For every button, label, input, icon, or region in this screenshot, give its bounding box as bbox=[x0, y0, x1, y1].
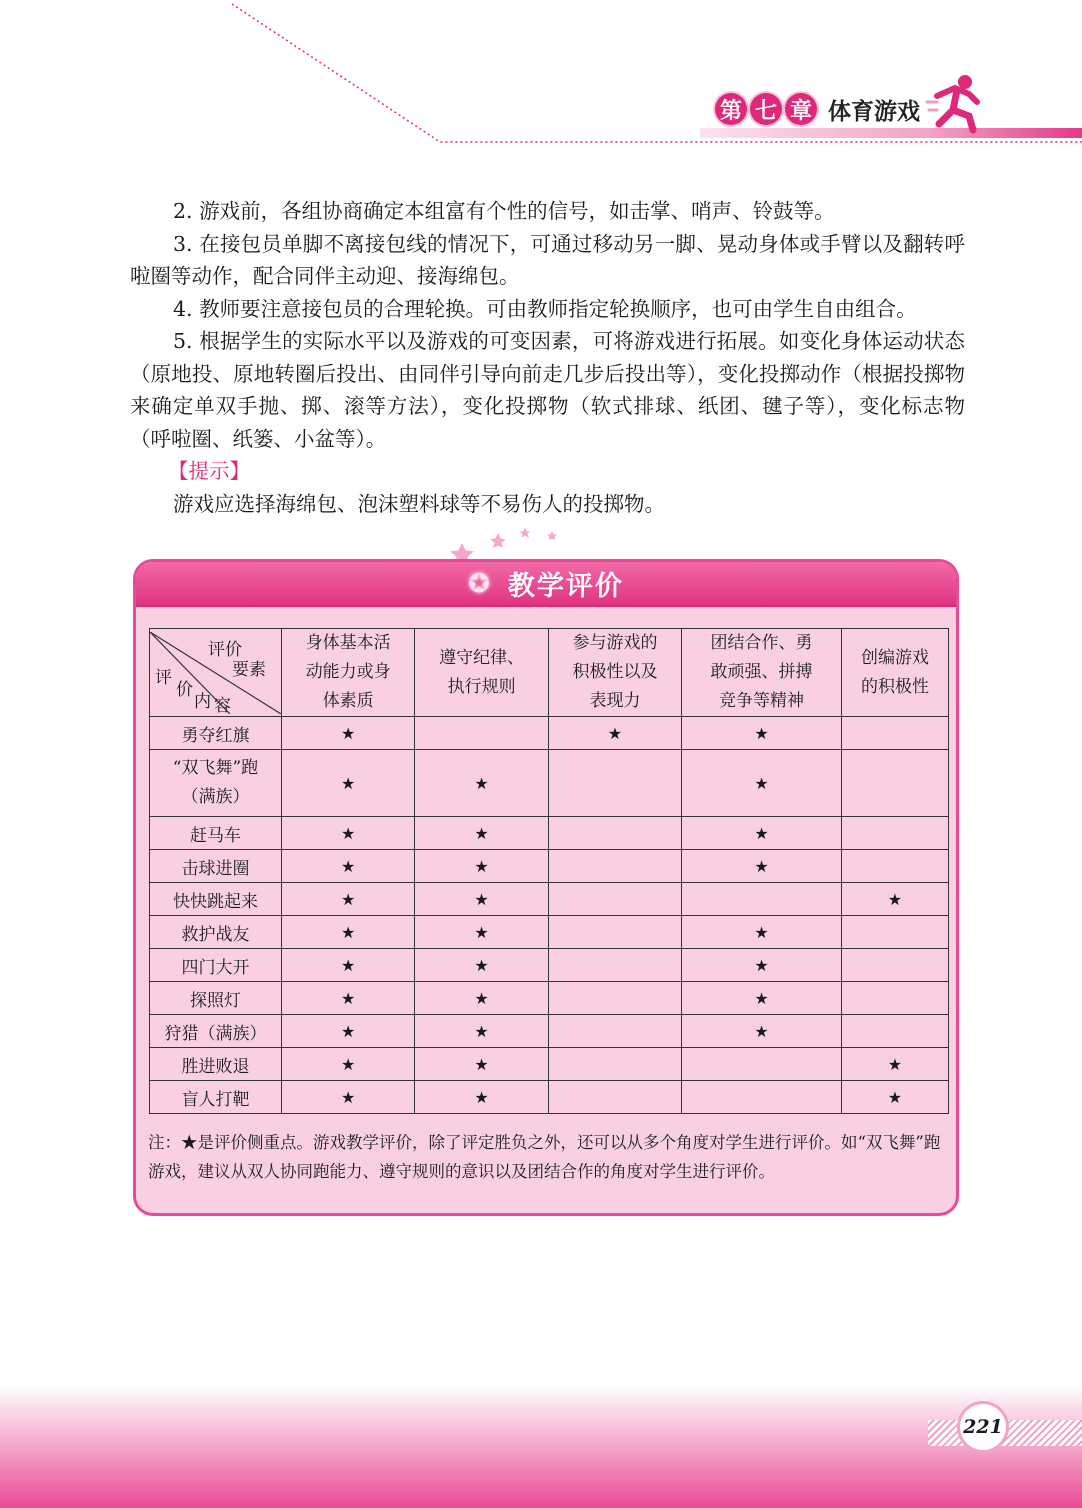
evaluation-mark-cell: ★ bbox=[682, 1015, 842, 1048]
table-row bbox=[150, 717, 949, 750]
evaluation-mark-cell: ★ bbox=[415, 949, 548, 982]
game-name-cell: “双飞舞”跑 （满族） bbox=[150, 750, 282, 817]
evaluation-mark-cell bbox=[841, 949, 948, 982]
evaluation-mark-cell bbox=[548, 916, 681, 949]
evaluation-mark-cell: ★ bbox=[415, 883, 548, 916]
table-row bbox=[150, 1015, 949, 1048]
page-number: 221 bbox=[960, 1404, 1006, 1450]
table-row bbox=[150, 1048, 949, 1081]
game-name-cell: 探照灯 bbox=[150, 982, 282, 1015]
table-row bbox=[150, 1081, 949, 1114]
game-name-cell: 救护战友 bbox=[150, 916, 282, 949]
evaluation-mark-cell: ★ bbox=[415, 916, 548, 949]
tip-label: 【提示】 bbox=[168, 459, 250, 483]
chapter-title: 体育游戏 bbox=[828, 97, 920, 125]
game-name-cell: 胜进败退 bbox=[150, 1048, 282, 1081]
evaluation-mark-cell: ★ bbox=[415, 817, 548, 850]
evaluation-mark-cell: ★ bbox=[282, 1081, 415, 1114]
evaluation-mark-cell: ★ bbox=[282, 982, 415, 1015]
paragraph: 4. 教师要注意接包员的合理轮换。可由教师指定轮换顺序，也可由学生自由组合。 bbox=[173, 296, 917, 321]
evaluation-mark-cell bbox=[682, 1081, 842, 1114]
evaluation-mark-cell: ★ bbox=[841, 883, 948, 916]
evaluation-mark-cell: ★ bbox=[282, 817, 415, 850]
evaluation-mark-cell: ★ bbox=[415, 750, 548, 817]
paragraph: 2. 游戏前，各组协商确定本组富有个性的信号，如击掌、哨声、铃鼓等。 bbox=[173, 199, 835, 223]
evaluation-mark-cell bbox=[841, 916, 948, 949]
game-name-cell: 勇夺红旗 bbox=[150, 717, 282, 750]
corner-label: 评 bbox=[155, 667, 172, 688]
column-header: 参与游戏的 积极性以及 表现力 bbox=[548, 629, 681, 717]
evaluation-mark-cell: ★ bbox=[548, 717, 681, 750]
corner-label: 内 bbox=[194, 691, 211, 712]
chapter-chip: 七 bbox=[750, 93, 782, 125]
evaluation-mark-cell: ★ bbox=[282, 850, 415, 883]
evaluation-mark-cell: ★ bbox=[282, 717, 415, 750]
tip-text: 游戏应选择海绵包、泡沫塑料球等不易伤人的投掷物。 bbox=[173, 491, 665, 516]
table-row bbox=[150, 850, 949, 883]
runner-icon bbox=[925, 72, 985, 134]
table-row bbox=[150, 750, 949, 817]
evaluation-mark-cell bbox=[841, 750, 948, 817]
game-name-cell: 盲人打靶 bbox=[150, 1081, 282, 1114]
game-name-cell: 赶马车 bbox=[150, 817, 282, 850]
evaluation-mark-cell: ★ bbox=[841, 1048, 948, 1081]
column-header: 遵守纪律、 执行规则 bbox=[415, 629, 548, 717]
evaluation-mark-cell bbox=[841, 982, 948, 1015]
evaluation-mark-cell: ★ bbox=[282, 883, 415, 916]
evaluation-mark-cell: ★ bbox=[415, 982, 548, 1015]
evaluation-mark-cell bbox=[548, 1081, 681, 1114]
evaluation-mark-cell bbox=[841, 817, 948, 850]
corner-label: 容 bbox=[214, 695, 231, 714]
table-header-row bbox=[150, 629, 949, 717]
evaluation-mark-cell bbox=[548, 982, 681, 1015]
evaluation-mark-cell: ★ bbox=[282, 949, 415, 982]
evaluation-mark-cell: ★ bbox=[841, 1081, 948, 1114]
evaluation-table bbox=[149, 628, 949, 1114]
chapter-heading bbox=[715, 92, 920, 126]
evaluation-mark-cell bbox=[682, 883, 842, 916]
evaluation-mark-cell bbox=[548, 883, 681, 916]
header-bar bbox=[700, 128, 1082, 138]
paragraph: 3. 在接包员单脚不离接包线的情况下，可通过移动另一脚、晃动身体或手臂以及翻转呼啦圈等动作，配合同伴主动迎、接海绵包。 bbox=[130, 231, 965, 288]
evaluation-mark-cell bbox=[548, 1015, 681, 1048]
paragraph: 5. 根据学生的实际水平以及游戏的可变因素，可将游戏进行拓展。如变化身体运动状态（原地投、原地转圈后投出、由同伴引导向前走几步后投出等），变化投掷动作（根据投掷物来确定单双手抛、掷、滚等方法），变化投掷物（软式排球、纸团、毽子等），变化标志物（呼啦圈、纸篓、小盆等）。 bbox=[130, 329, 965, 451]
evaluation-mark-cell: ★ bbox=[682, 850, 842, 883]
game-name-cell: 四门大开 bbox=[150, 949, 282, 982]
evaluation-mark-cell: ★ bbox=[682, 717, 842, 750]
star-icon: ✪ bbox=[468, 568, 492, 599]
evaluation-mark-cell bbox=[548, 1048, 681, 1081]
evaluation-mark-cell bbox=[548, 850, 681, 883]
panel-header bbox=[136, 562, 956, 607]
evaluation-mark-cell: ★ bbox=[282, 916, 415, 949]
evaluation-mark-cell bbox=[548, 949, 681, 982]
corner-label: 评价 bbox=[208, 639, 242, 660]
evaluation-mark-cell: ★ bbox=[682, 949, 842, 982]
evaluation-mark-cell bbox=[415, 717, 548, 750]
footer-band bbox=[0, 1385, 1082, 1508]
evaluation-mark-cell bbox=[841, 1015, 948, 1048]
game-name-cell: 狩猎（满族） bbox=[150, 1015, 282, 1048]
table-row bbox=[150, 883, 949, 916]
evaluation-mark-cell: ★ bbox=[682, 817, 842, 850]
evaluation-mark-cell bbox=[841, 850, 948, 883]
evaluation-mark-cell: ★ bbox=[415, 850, 548, 883]
game-name-cell: 击球进圈 bbox=[150, 850, 282, 883]
chapter-chip: 第 bbox=[715, 93, 747, 125]
panel-title: 教学评价 bbox=[507, 571, 624, 602]
evaluation-mark-cell: ★ bbox=[682, 750, 842, 817]
body-text bbox=[130, 195, 965, 520]
chapter-chip: 章 bbox=[785, 93, 817, 125]
table-row bbox=[150, 916, 949, 949]
evaluation-mark-cell: ★ bbox=[682, 982, 842, 1015]
evaluation-mark-cell: ★ bbox=[682, 916, 842, 949]
table-row bbox=[150, 949, 949, 982]
evaluation-mark-cell bbox=[682, 1048, 842, 1081]
table-row bbox=[150, 982, 949, 1015]
corner-label: 要素 bbox=[232, 659, 266, 680]
corner-label: 价 bbox=[176, 679, 193, 700]
evaluation-mark-cell: ★ bbox=[282, 1048, 415, 1081]
evaluation-mark-cell: ★ bbox=[415, 1081, 548, 1114]
evaluation-mark-cell bbox=[548, 817, 681, 850]
table-row bbox=[150, 817, 949, 850]
corner-cell bbox=[150, 629, 282, 717]
evaluation-mark-cell: ★ bbox=[282, 750, 415, 817]
evaluation-mark-cell bbox=[548, 750, 681, 817]
game-name-cell: 快快跳起来 bbox=[150, 883, 282, 916]
column-header: 团结合作、勇 敢顽强、拼搏 竞争等精神 bbox=[682, 629, 842, 717]
evaluation-mark-cell: ★ bbox=[415, 1015, 548, 1048]
column-header: 创编游戏 的积极性 bbox=[841, 629, 948, 717]
column-header: 身体基本活 动能力或身 体素质 bbox=[282, 629, 415, 717]
teaching-evaluation-panel bbox=[133, 559, 959, 1216]
table-note: 注：★是评价侧重点。游戏教学评价，除了评定胜负之外，还可以从多个角度对学生进行评价。如“双飞舞”跑游戏，建议从双人协同跑能力、遵守规则的意识以及团结合作的角度对学生进行评价。 bbox=[148, 1133, 941, 1181]
evaluation-mark-cell: ★ bbox=[282, 1015, 415, 1048]
evaluation-mark-cell bbox=[841, 717, 948, 750]
evaluation-mark-cell: ★ bbox=[415, 1048, 548, 1081]
